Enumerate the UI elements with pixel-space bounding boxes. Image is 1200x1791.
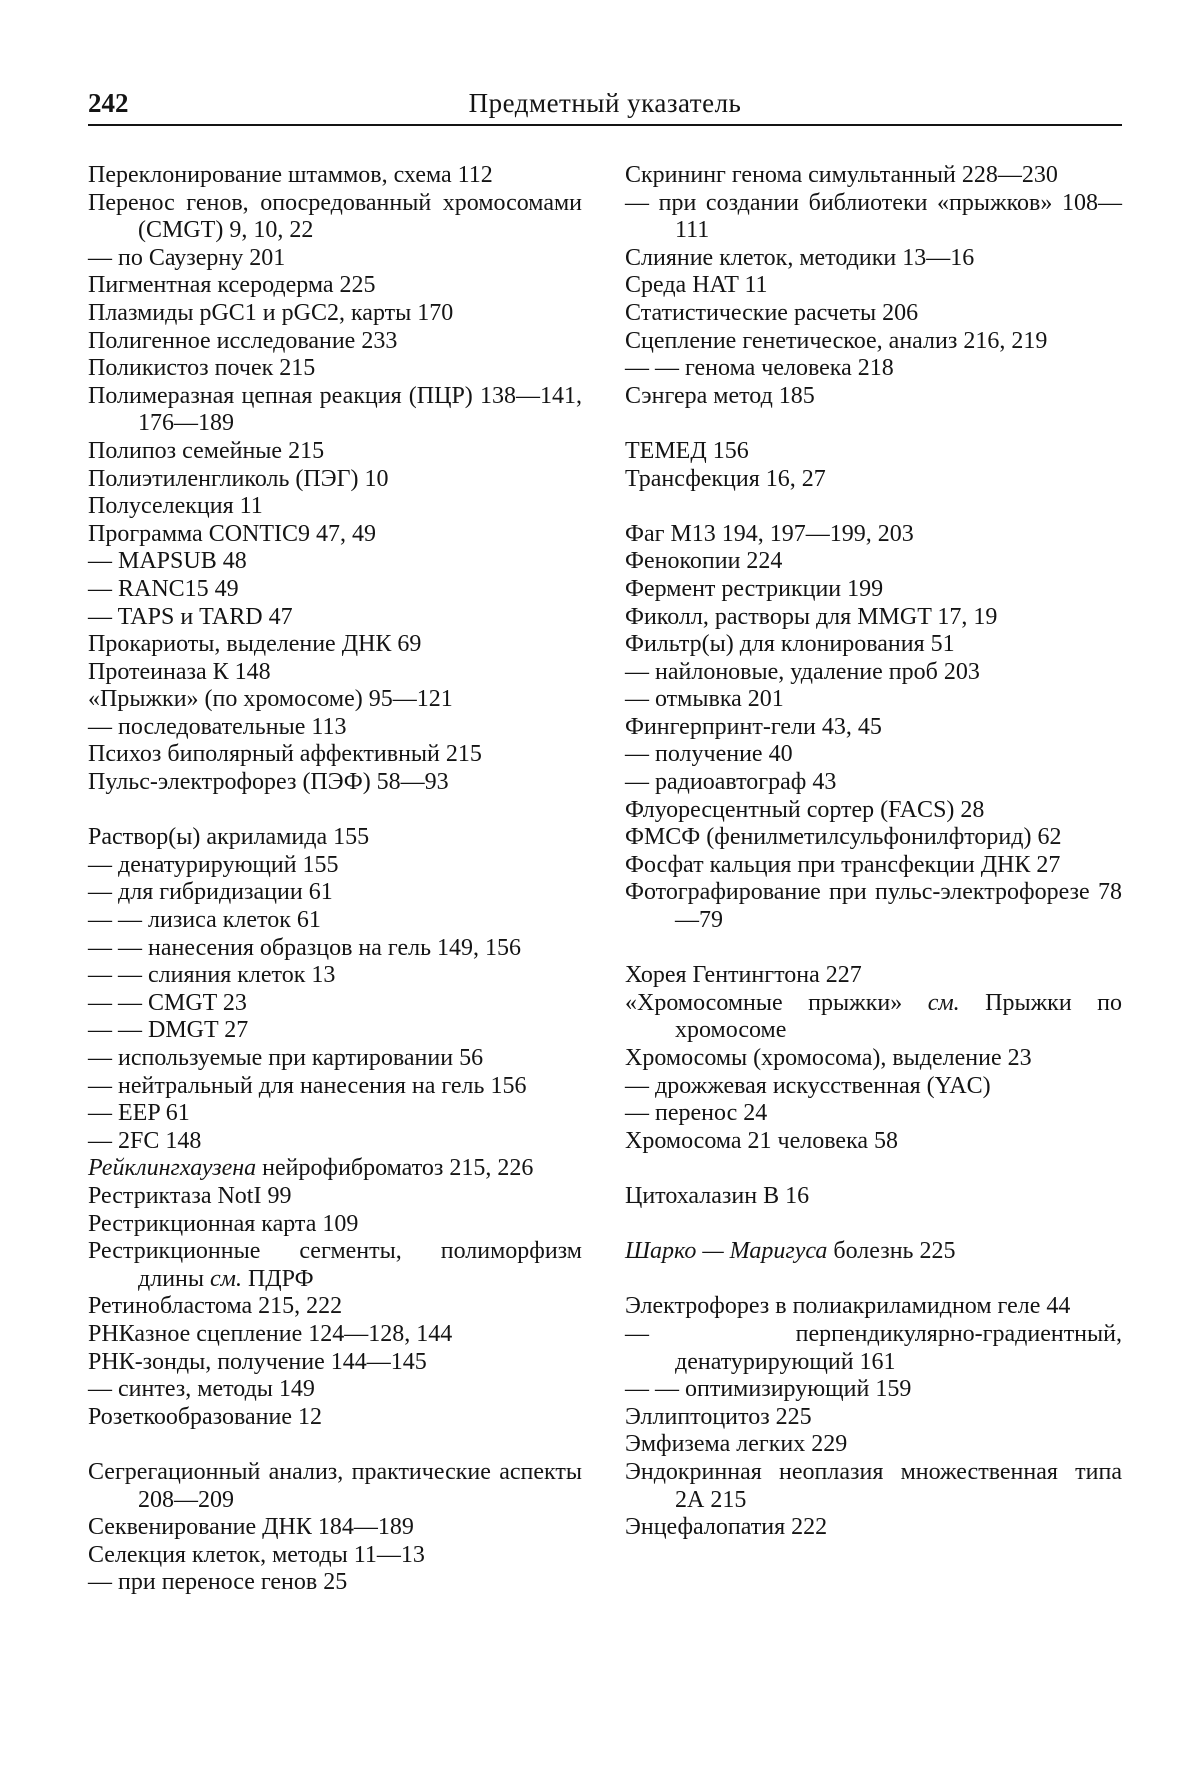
index-entry-text: — радиоавтограф 43: [625, 769, 837, 796]
section-gap: [625, 1211, 1122, 1239]
index-entry-text: — — слияния клеток 13: [88, 962, 336, 989]
index-entry: [88, 1017, 582, 1045]
index-entry: [625, 1100, 1122, 1128]
index-entry-text: Пигментная ксеродерма 225: [88, 272, 376, 299]
index-entry: [88, 438, 582, 466]
index-entry-text: Фингерпринт-гели 43, 45: [625, 713, 882, 740]
index-entry: [625, 328, 1122, 356]
index-entry-text: Раствор(ы) акриламида 155: [88, 824, 370, 851]
index-entry-text: Фотографирование при пульс-электрофорезе 78—79: [625, 879, 1122, 934]
index-entry: [88, 1155, 582, 1183]
index-entry-text: — — оптимизирующий 159: [625, 1376, 912, 1403]
index-entry-text: Полиэтиленгликоль (ПЭГ) 10: [88, 465, 389, 492]
index-entry: [88, 245, 582, 273]
index-entry: [88, 1459, 582, 1514]
index-entry: [88, 1376, 582, 1404]
index-entry-text: «Прыжки» (по хромосоме) 95—121: [88, 686, 453, 713]
index-entry: [625, 355, 1122, 383]
index-entry-text: Пульс-электрофорез (ПЭФ) 58—93: [88, 769, 449, 796]
index-entry: [88, 1514, 582, 1542]
index-entry-text: Поликистоз почек 215: [88, 355, 316, 382]
index-column-left: [88, 162, 582, 1597]
index-entry: [88, 714, 582, 742]
index-entry-text: — RANC15 49: [88, 575, 239, 602]
index-entry: [88, 1100, 582, 1128]
index-entry: [88, 741, 582, 769]
index-entry: [625, 521, 1122, 549]
index-entry-text: Энцефалопатия 222: [625, 1514, 828, 1541]
header-rule: [88, 124, 1122, 126]
index-entry-text: — TAPS и TARD 47: [88, 603, 293, 630]
page-header: [88, 88, 1122, 128]
index-entry: [625, 741, 1122, 769]
index-entry-text: Эмфизема легких 229: [625, 1431, 848, 1458]
index-entry-text: — 2FC 148: [88, 1127, 202, 1154]
index-entry-text: ФМСФ (фенилметилсульфонилфторид) 62: [625, 824, 1062, 851]
index-entry-text: Электрофорез в полиакриламидном геле 44: [625, 1293, 1071, 1320]
index-entry: [625, 1238, 1122, 1266]
index-entry: [88, 1073, 582, 1101]
section-gap: [625, 1266, 1122, 1294]
index-entry: [625, 162, 1122, 190]
index-entry-text: — для гибридизации 61: [88, 879, 333, 906]
index-entry-text: — при создании библиотеки «прыжков» 108—111: [625, 189, 1122, 244]
index-entry: [625, 879, 1122, 934]
index-entry: [625, 714, 1122, 742]
index-entry-text: болезнь 225: [827, 1238, 956, 1265]
index-entry-text: — перпендикулярно-градиентный, денатурирующий 161: [625, 1320, 1122, 1375]
index-entry: [625, 548, 1122, 576]
index-entry: [625, 1376, 1122, 1404]
index-entry-text: Ретинобластома 215, 222: [88, 1293, 343, 1320]
index-entry-text: Полимеразная цепная реакция (ПЦР) 138—141, 176—189: [88, 382, 582, 437]
index-entry: [88, 1542, 582, 1570]
index-entry-text: Полигенное исследование 233: [88, 327, 398, 354]
index-entry-text: — при переносе генов 25: [88, 1569, 348, 1596]
index-entry-text: Эллиптоцитоз 225: [625, 1403, 812, 1430]
index-entry: [625, 1183, 1122, 1211]
index-entry: [88, 686, 582, 714]
index-entry: [625, 631, 1122, 659]
index-entry: [88, 1349, 582, 1377]
index-entry-text: Психоз биполярный аффективный 215: [88, 741, 482, 768]
index-entry: [88, 355, 582, 383]
index-entry: [625, 1459, 1122, 1514]
index-entry-text: Перенос генов, опосредованный хромосомами (CMGT) 9, 10, 22: [88, 189, 582, 244]
section-gap: [625, 1155, 1122, 1183]
index-entry: [625, 797, 1122, 825]
index-entry-text: — найлоновые, удаление проб 203: [625, 658, 980, 685]
index-entry: [625, 466, 1122, 494]
index-entry-text: Фосфат кальция при трансфекции ДНК 27: [625, 851, 1061, 878]
index-entry: [625, 1321, 1122, 1376]
index-entry-text: Селекция клеток, методы 11—13: [88, 1541, 425, 1568]
index-entry-text: — денатурирующий 155: [88, 851, 339, 878]
index-entry: [625, 852, 1122, 880]
section-gap: [88, 1431, 582, 1459]
index-column-right: [625, 162, 1122, 1542]
index-entry: [625, 383, 1122, 411]
index-entry: [88, 466, 582, 494]
index-entry: [625, 438, 1122, 466]
index-entry-text: Хромосома 21 человека 58: [625, 1127, 899, 1154]
index-entry: [625, 769, 1122, 797]
index-entry-text: — отмывка 201: [625, 686, 784, 713]
index-entry-text: — EEP 61: [88, 1100, 190, 1127]
index-entry: [88, 1404, 582, 1432]
index-entry-text: — перенос 24: [625, 1100, 768, 1127]
index-entry: [88, 990, 582, 1018]
cross-reference-target: Прыжки по хромосоме: [675, 989, 1123, 1044]
index-entry-text: Среда HAT 11: [625, 272, 768, 299]
index-entry: [88, 1183, 582, 1211]
page-number: 242: [88, 88, 129, 118]
index-entry: [88, 548, 582, 576]
index-entry-text: — — DMGT 27: [88, 1017, 249, 1044]
index-entry: [625, 1293, 1122, 1321]
index-entry-text: Хромосомы (хромосома), выделение 23: [625, 1045, 1032, 1071]
index-entry-text: — — нанесения образцов на гель 149, 156: [88, 934, 522, 961]
index-entry-text: — последовательные 113: [88, 713, 347, 740]
index-entry-text: Слияние клеток, методики 13—16: [625, 244, 975, 271]
index-entry: [88, 328, 582, 356]
index-entry-text: Плазмиды pGC1 и pGC2, карты 170: [88, 299, 454, 326]
index-entry: [625, 272, 1122, 300]
index-entry-text: Статистические расчеты 206: [625, 299, 919, 326]
section-gap: [625, 935, 1122, 963]
index-entry: [625, 1404, 1122, 1432]
index-entry: [625, 576, 1122, 604]
index-entry: [625, 604, 1122, 632]
index-entry: [88, 879, 582, 907]
index-entry-text: — дрожжевая искусственная (YAC): [625, 1072, 991, 1099]
index-entry: [88, 852, 582, 880]
index-entry: [625, 824, 1122, 852]
index-entry: [88, 521, 582, 549]
index-entry: [625, 245, 1122, 273]
index-entry-text: Рестрикционная карта 109: [88, 1210, 359, 1237]
index-entry-text: Рестрикционные сегменты, полиморфизм длины: [88, 1238, 582, 1292]
index-entry: [88, 824, 582, 852]
index-entry: [88, 907, 582, 935]
index-entry-text: Программа CONTIC9 47, 49: [88, 520, 377, 547]
index-entry-text: — нейтральный для нанесения на гель 156: [88, 1072, 527, 1099]
index-entry-text: Хорея Гентингтона 227: [625, 962, 862, 989]
index-entry-text: Фильтр(ы) для клонирования 51: [625, 631, 955, 658]
index-entry: [625, 1045, 1122, 1073]
index-entry: [625, 659, 1122, 687]
index-entry: [625, 1128, 1122, 1156]
index-entry-text: Фаг M13 194, 197—199, 203: [625, 520, 914, 547]
index-entry-text: Прокариоты, выделение ДНК 69: [88, 631, 422, 658]
index-entry: [88, 604, 582, 632]
index-entry-text: — — лизиса клеток 61: [88, 907, 321, 934]
index-entry: [88, 659, 582, 687]
index-entry-text: Сцепление генетическое, анализ 216, 219: [625, 327, 1048, 354]
index-entry: [88, 493, 582, 521]
index-entry-text: Цитохалазин В 16: [625, 1182, 810, 1209]
index-entry-text: Фермент рестрикции 199: [625, 575, 884, 602]
index-entry-text: Розеткообразование 12: [88, 1403, 323, 1430]
section-gap: [625, 493, 1122, 521]
index-entry-text: Сэнгера метод 185: [625, 382, 815, 409]
cross-reference-marker: см.: [927, 989, 960, 1016]
index-entry-text: Трансфекция 16, 27: [625, 465, 826, 492]
index-entry: [625, 1514, 1122, 1542]
index-entry-text: РНК-зонды, получение 144—145: [88, 1348, 427, 1375]
index-entry-italic: Шарко — Маригуса: [625, 1238, 828, 1265]
index-entry-text: РНКазное сцепление 124—128, 144: [88, 1320, 453, 1347]
index-entry: [88, 1211, 582, 1239]
index-entry: [625, 1073, 1122, 1101]
index-entry-text: ТЕМЕД 156: [625, 437, 749, 464]
index-entry-italic: Рейклингхаузена: [88, 1155, 257, 1182]
index-entry: [625, 300, 1122, 328]
index-entry-text: Рестриктаза NotI 99: [88, 1182, 292, 1209]
index-entry: [88, 1293, 582, 1321]
index-entry-text: — используемые при картировании 56: [88, 1045, 484, 1071]
section-gap: [625, 410, 1122, 438]
index-entry-text: Сегрегационный анализ, практические аспекты 208—209: [88, 1458, 582, 1513]
index-entry-text: Флуоресцентный сортер (FACS) 28: [625, 796, 985, 823]
index-entry-text: Скрининг генома симультанный 228—230: [625, 162, 1058, 188]
index-entry: [88, 935, 582, 963]
index-entry: [625, 990, 1122, 1045]
index-entry: [88, 1321, 582, 1349]
index-entry: [88, 383, 582, 438]
index-entry: [88, 962, 582, 990]
index-entry: [88, 272, 582, 300]
index-entry: [88, 1569, 582, 1597]
index-entry: [88, 1045, 582, 1073]
index-entry: [88, 631, 582, 659]
index-entry: [88, 300, 582, 328]
index-entry: [88, 190, 582, 245]
index-entry-text: Фенокопии 224: [625, 548, 783, 575]
index-entry: [88, 769, 582, 797]
index-entry: [625, 962, 1122, 990]
index-entry-text: — — генома человека 218: [625, 355, 894, 382]
index-entry-text: Переклонирование штаммов, схема 112: [88, 162, 493, 188]
index-entry-text: «Хромосомные прыжки»: [625, 989, 903, 1016]
index-entry-text: Полуселекция 11: [88, 493, 263, 520]
index-entry-text: Полипоз семейные 215: [88, 437, 325, 464]
index-entry: [88, 1238, 582, 1293]
index-entry: [625, 686, 1122, 714]
cross-reference-marker: см.: [210, 1265, 242, 1292]
index-entry-text: — по Саузерну 201: [88, 244, 286, 271]
index-entry-text: Эндокринная неоплазия множественная типа 2А 215: [625, 1458, 1122, 1513]
index-entry: [625, 190, 1122, 245]
page-title: Предметный указатель: [468, 88, 742, 118]
index-entry-text: — синтез, методы 149: [88, 1376, 315, 1403]
index-entry-text: нейрофиброматоз 215, 226: [256, 1155, 534, 1182]
index-entry: [88, 576, 582, 604]
index-entry-text: Протеиназа К 148: [88, 658, 271, 685]
cross-reference-target: ПДРФ: [241, 1265, 314, 1292]
section-gap: [88, 797, 582, 825]
index-entry-text: Секвенирование ДНК 184—189: [88, 1514, 414, 1541]
index-entry: [625, 1431, 1122, 1459]
index-entry: [88, 1128, 582, 1156]
index-entry-text: — MAPSUB 48: [88, 548, 247, 575]
index-entry: [88, 162, 582, 190]
index-entry-text: — получение 40: [625, 741, 793, 768]
index-entry-text: — — CMGT 23: [88, 989, 247, 1016]
index-entry-text: Фиколл, растворы для MMGT 17, 19: [625, 603, 998, 630]
